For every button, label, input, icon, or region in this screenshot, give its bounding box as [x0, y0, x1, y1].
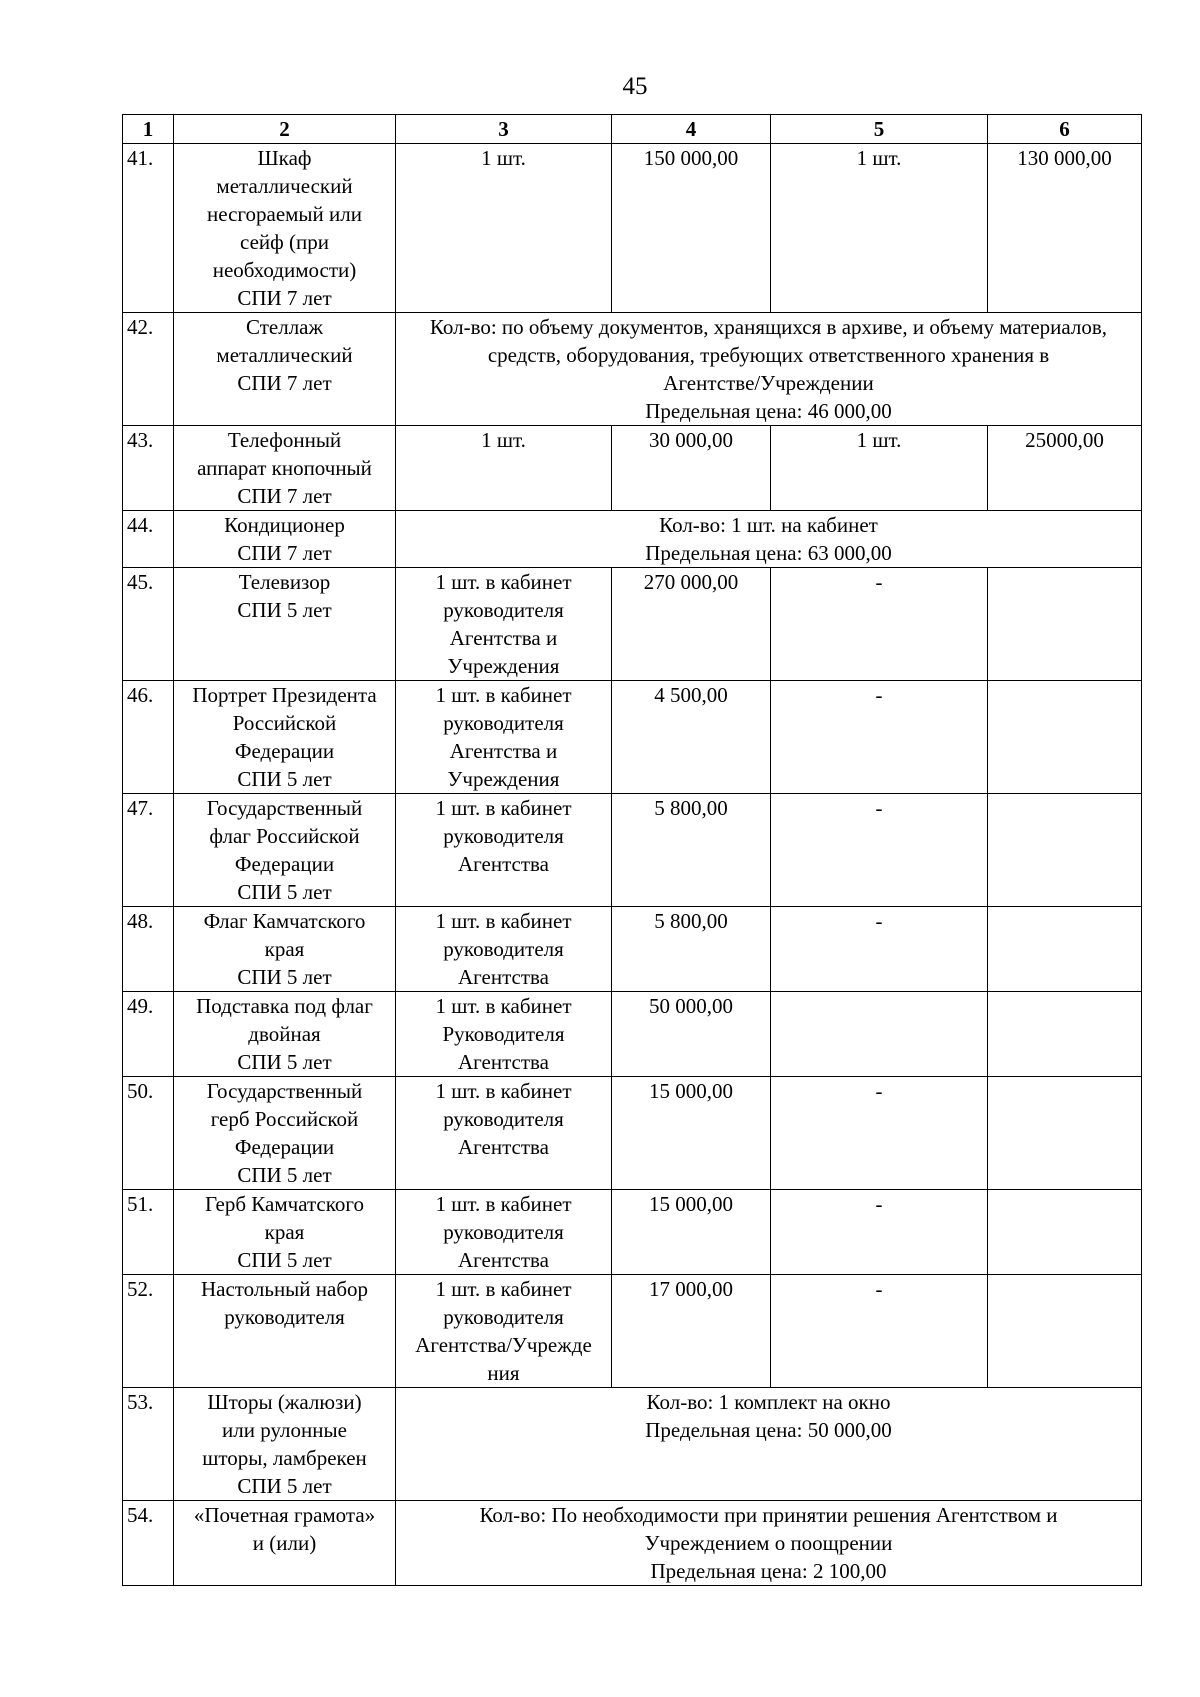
quantity-2-cell-line: -	[875, 1277, 883, 1301]
price-2-cell	[988, 794, 1142, 907]
item-name-cell	[174, 568, 396, 681]
item-name-cell-line: двойная	[248, 1022, 321, 1046]
quantity-cell-line: руководителя	[443, 1107, 564, 1131]
item-name-cell-line: и (или)	[252, 1531, 317, 1555]
quantity-cell-line: 1 шт. в кабинет	[435, 1277, 572, 1301]
quantity-cell	[396, 794, 612, 907]
price-2-cell-line: 130 000,00	[1017, 146, 1112, 170]
item-name-cell-line: СПИ 5 лет	[237, 1050, 332, 1074]
quantity-cell-line: Агентства	[458, 1248, 549, 1272]
item-name-cell-line: СПИ 5 лет	[237, 598, 332, 622]
item-name-cell-line: СПИ 7 лет	[237, 484, 332, 508]
quantity-cell	[396, 568, 612, 681]
quantity-2-cell	[771, 992, 988, 1077]
item-name-cell-line: несгораемый или	[207, 202, 362, 226]
item-name-cell-line: Флаг Камчатского	[203, 909, 366, 933]
price-cell-line: 50 000,00	[649, 994, 733, 1018]
quantity-cell-line: 1 шт. в кабинет	[435, 1079, 572, 1103]
item-name-cell	[174, 907, 396, 992]
item-name-cell-line: СПИ 5 лет	[237, 1163, 332, 1187]
quantity-2-cell	[771, 907, 988, 992]
quantity-2-cell-line: -	[875, 570, 883, 594]
row-number-cell: 54.	[123, 1501, 174, 1586]
item-name-cell-line: Российской	[232, 711, 337, 735]
item-name-cell-line: СПИ 7 лет	[237, 371, 332, 395]
table-row	[123, 144, 1142, 313]
item-name-cell	[174, 144, 396, 313]
item-name-cell-line: Кондиционер	[224, 513, 345, 537]
item-name-cell	[174, 1501, 396, 1586]
quantity-cell-line: ния	[487, 1361, 520, 1385]
row-number-cell: 50.	[123, 1077, 174, 1190]
table-row	[123, 992, 1142, 1077]
table-row	[123, 313, 1142, 426]
quantity-2-cell-line: 1 шт.	[856, 146, 902, 170]
row-number-cell: 48.	[123, 907, 174, 992]
item-name-cell-line: Настольный набор	[200, 1277, 369, 1301]
price-cell-line: 5 800,00	[654, 796, 728, 820]
price-cell	[612, 992, 771, 1077]
quantity-2-cell-line: -	[875, 1079, 883, 1103]
table-row	[123, 1388, 1142, 1501]
row-number-cell: 43.	[123, 426, 174, 511]
quantity-cell	[396, 426, 612, 511]
merged-conditions-cell	[396, 313, 1142, 426]
price-cell-line: 15 000,00	[649, 1079, 733, 1103]
quantity-cell-line: руководителя	[443, 598, 564, 622]
item-name-cell-line: герб Российской	[210, 1107, 359, 1131]
quantity-cell-line: 1 шт. в кабинет	[435, 909, 572, 933]
item-name-cell	[174, 313, 396, 426]
merged-conditions-cell-line: Предельная цена: 46 000,00	[645, 399, 892, 423]
merged-conditions-cell-line: Кол-во: 1 комплект на окно	[646, 1390, 891, 1414]
item-name-cell-line: Герб Камчатского	[205, 1192, 364, 1216]
quantity-2-cell-line: 1 шт.	[856, 428, 902, 452]
quantity-2-cell	[771, 1275, 988, 1388]
item-name-cell-line: СПИ 5 лет	[237, 1474, 332, 1498]
quantity-cell-line: руководителя	[443, 1305, 564, 1329]
quantity-2-cell	[771, 144, 988, 313]
table-row	[123, 568, 1142, 681]
table-row	[123, 511, 1142, 568]
price-2-cell	[988, 907, 1142, 992]
merged-conditions-cell-line: Учреждением о поощрении	[644, 1531, 893, 1555]
quantity-cell	[396, 144, 612, 313]
quantity-cell-line: Агентства	[458, 965, 549, 989]
item-name-cell-line: Портрет Президента	[192, 683, 377, 707]
quantity-cell	[396, 992, 612, 1077]
item-name-cell-line: края	[264, 937, 305, 961]
quantity-cell-line: руководителя	[443, 711, 564, 735]
item-name-cell	[174, 794, 396, 907]
price-cell	[612, 426, 771, 511]
price-2-cell	[988, 992, 1142, 1077]
quantity-cell-line: руководителя	[443, 937, 564, 961]
merged-conditions-cell-line: Предельная цена: 50 000,00	[645, 1418, 892, 1442]
page-number: 45	[622, 73, 648, 100]
merged-conditions-cell	[396, 1501, 1142, 1586]
row-number-cell: 49.	[123, 992, 174, 1077]
table-row	[123, 681, 1142, 794]
price-cell	[612, 568, 771, 681]
price-cell-line: 150 000,00	[643, 146, 739, 170]
item-name-cell-line: Федерации	[234, 739, 335, 763]
quantity-2-cell-line: -	[875, 796, 883, 820]
price-cell-line: 5 800,00	[654, 909, 728, 933]
price-2-cell	[988, 1275, 1142, 1388]
price-2-cell	[988, 1077, 1142, 1190]
table-row	[123, 1077, 1142, 1190]
price-cell-line: 30 000,00	[649, 428, 733, 452]
quantity-cell-line: руководителя	[443, 824, 564, 848]
row-number-cell: 53.	[123, 1388, 174, 1501]
row-number-cell: 41.	[123, 144, 174, 313]
item-name-cell	[174, 511, 396, 568]
price-cell	[612, 1275, 771, 1388]
item-name-cell-line: сейф (при	[240, 230, 329, 254]
quantity-cell	[396, 1077, 612, 1190]
item-name-cell-line: СПИ 5 лет	[237, 965, 332, 989]
quantity-cell-line: 1 шт. в кабинет	[435, 683, 572, 707]
header-cell: 4	[612, 115, 771, 144]
price-2-cell	[988, 426, 1142, 511]
price-2-cell-line: 25000,00	[1025, 428, 1104, 452]
item-name-cell-line: СПИ 7 лет	[237, 541, 332, 565]
item-name-cell-line: Стеллаж	[245, 315, 324, 339]
item-name-cell	[174, 681, 396, 794]
item-name-cell-line: Шторы (жалюзи)	[207, 1390, 362, 1414]
item-name-cell	[174, 426, 396, 511]
table-row	[123, 1275, 1142, 1388]
quantity-2-cell	[771, 1190, 988, 1275]
table-row	[123, 907, 1142, 992]
quantity-2-cell	[771, 1077, 988, 1190]
quantity-cell-line: Агентства	[458, 1050, 549, 1074]
price-2-cell	[988, 1190, 1142, 1275]
quantity-cell-line: Агентства и	[449, 626, 558, 650]
table-row	[123, 1501, 1142, 1586]
quantity-cell-line: руководителя	[443, 1220, 564, 1244]
quantity-2-cell	[771, 426, 988, 511]
item-name-cell-line: СПИ 5 лет	[237, 767, 332, 791]
price-cell-line: 270 000,00	[643, 570, 739, 594]
quantity-cell-line: 1 шт. в кабинет	[435, 994, 572, 1018]
quantity-cell-line: Учреждения	[447, 654, 560, 678]
quantity-cell	[396, 1275, 612, 1388]
price-2-cell	[988, 568, 1142, 681]
row-number-cell: 46.	[123, 681, 174, 794]
quantity-cell-line: Агентства	[458, 1135, 549, 1159]
merged-conditions-cell	[396, 511, 1142, 568]
item-name-cell-line: «Почетная грамота»	[193, 1503, 376, 1527]
item-name-cell-line: СПИ 7 лет	[237, 286, 332, 310]
price-2-cell	[988, 681, 1142, 794]
item-name-cell-line: Телевизор	[238, 570, 331, 594]
merged-conditions-cell-line: Агентстве/Учреждении	[663, 371, 874, 395]
item-name-cell-line: аппарат кнопочный	[197, 456, 372, 480]
quantity-cell-line: 1 шт. в кабинет	[435, 796, 572, 820]
quantity-2-cell	[771, 794, 988, 907]
quantity-2-cell-line: -	[875, 1192, 883, 1216]
price-cell	[612, 144, 771, 313]
price-cell	[612, 681, 771, 794]
item-name-cell-line: флаг Российской	[209, 824, 360, 848]
quantity-cell	[396, 907, 612, 992]
item-name-cell-line: Государственный	[206, 796, 363, 820]
item-name-cell	[174, 1190, 396, 1275]
table-body	[123, 115, 1142, 1586]
item-name-cell	[174, 1275, 396, 1388]
price-2-cell	[988, 144, 1142, 313]
quantity-cell-line: 1 шт. в кабинет	[435, 1192, 572, 1216]
table-row	[123, 1190, 1142, 1275]
row-number-cell: 52.	[123, 1275, 174, 1388]
row-number-cell: 51.	[123, 1190, 174, 1275]
price-cell-line: 4 500,00	[654, 683, 728, 707]
table-row	[123, 794, 1142, 907]
quantity-2-cell-line: -	[875, 909, 883, 933]
header-cell: 5	[771, 115, 988, 144]
quantity-cell	[396, 681, 612, 794]
quantity-cell-line: Руководителя	[442, 1022, 565, 1046]
price-cell	[612, 1077, 771, 1190]
row-number-cell: 45.	[123, 568, 174, 681]
item-name-cell-line: СПИ 5 лет	[237, 1248, 332, 1272]
table-row	[123, 426, 1142, 511]
quantity-cell-line: 1 шт. в кабинет	[435, 570, 572, 594]
merged-conditions-cell-line: Предельная цена: 2 100,00	[650, 1559, 887, 1583]
item-name-cell-line: Федерации	[234, 1135, 335, 1159]
quantity-cell-line: Агентства/Учрежде	[415, 1333, 592, 1357]
price-cell-line: 15 000,00	[649, 1192, 733, 1216]
merged-conditions-cell	[396, 1388, 1142, 1501]
quantity-cell-line: 1 шт.	[481, 428, 526, 452]
quantity-2-cell	[771, 568, 988, 681]
quantity-cell	[396, 1190, 612, 1275]
quantity-cell-line: Агентства	[458, 852, 549, 876]
row-number-cell: 47.	[123, 794, 174, 907]
quantity-2-cell-line: -	[875, 683, 883, 707]
price-cell-line: 17 000,00	[649, 1277, 733, 1301]
header-cell: 6	[988, 115, 1142, 144]
equipment-norms-table	[122, 114, 1142, 1586]
item-name-cell-line: Федерации	[234, 852, 335, 876]
quantity-cell-line: Агентства и	[449, 739, 558, 763]
item-name-cell-line: края	[264, 1220, 305, 1244]
quantity-cell-line: 1 шт.	[481, 146, 526, 170]
item-name-cell-line: СПИ 5 лет	[237, 880, 332, 904]
item-name-cell-line: Телефонный	[227, 428, 342, 452]
item-name-cell-line: металлический	[216, 343, 353, 367]
merged-conditions-cell-line: Предельная цена: 63 000,00	[645, 541, 892, 565]
item-name-cell-line: шторы, ламбрекен	[202, 1446, 367, 1470]
item-name-cell-line: Шкаф	[257, 146, 312, 170]
header-cell: 3	[396, 115, 612, 144]
quantity-cell-line: Учреждения	[447, 767, 560, 791]
item-name-cell	[174, 1077, 396, 1190]
item-name-cell-line: руководителя	[224, 1305, 345, 1329]
price-cell	[612, 1190, 771, 1275]
row-number-cell: 42.	[123, 313, 174, 426]
row-number-cell: 44.	[123, 511, 174, 568]
price-cell	[612, 907, 771, 992]
header-cell: 1	[123, 115, 174, 144]
header-cell: 2	[174, 115, 396, 144]
item-name-cell-line: необходимости)	[212, 258, 357, 282]
price-cell	[612, 794, 771, 907]
item-name-cell-line: Государственный	[206, 1079, 363, 1103]
merged-conditions-cell-line: Кол-во: по объему документов, хранящихся в архиве, и объему материалов,	[429, 315, 1108, 339]
merged-conditions-cell-line: Кол-во: 1 шт. на кабинет	[659, 513, 878, 537]
item-name-cell	[174, 992, 396, 1077]
merged-conditions-cell-line: Кол-во: По необходимости при принятии решения Агентством и	[479, 1503, 1058, 1527]
item-name-cell-line: Подставка под флаг	[196, 994, 373, 1018]
item-name-cell-line: или рулонные	[222, 1418, 347, 1442]
item-name-cell-line: металлический	[216, 174, 353, 198]
merged-conditions-cell-line: средств, оборудования, требующих ответственного хранения в	[487, 343, 1050, 367]
quantity-2-cell	[771, 681, 988, 794]
item-name-cell	[174, 1388, 396, 1501]
table-header-row	[123, 115, 1142, 144]
